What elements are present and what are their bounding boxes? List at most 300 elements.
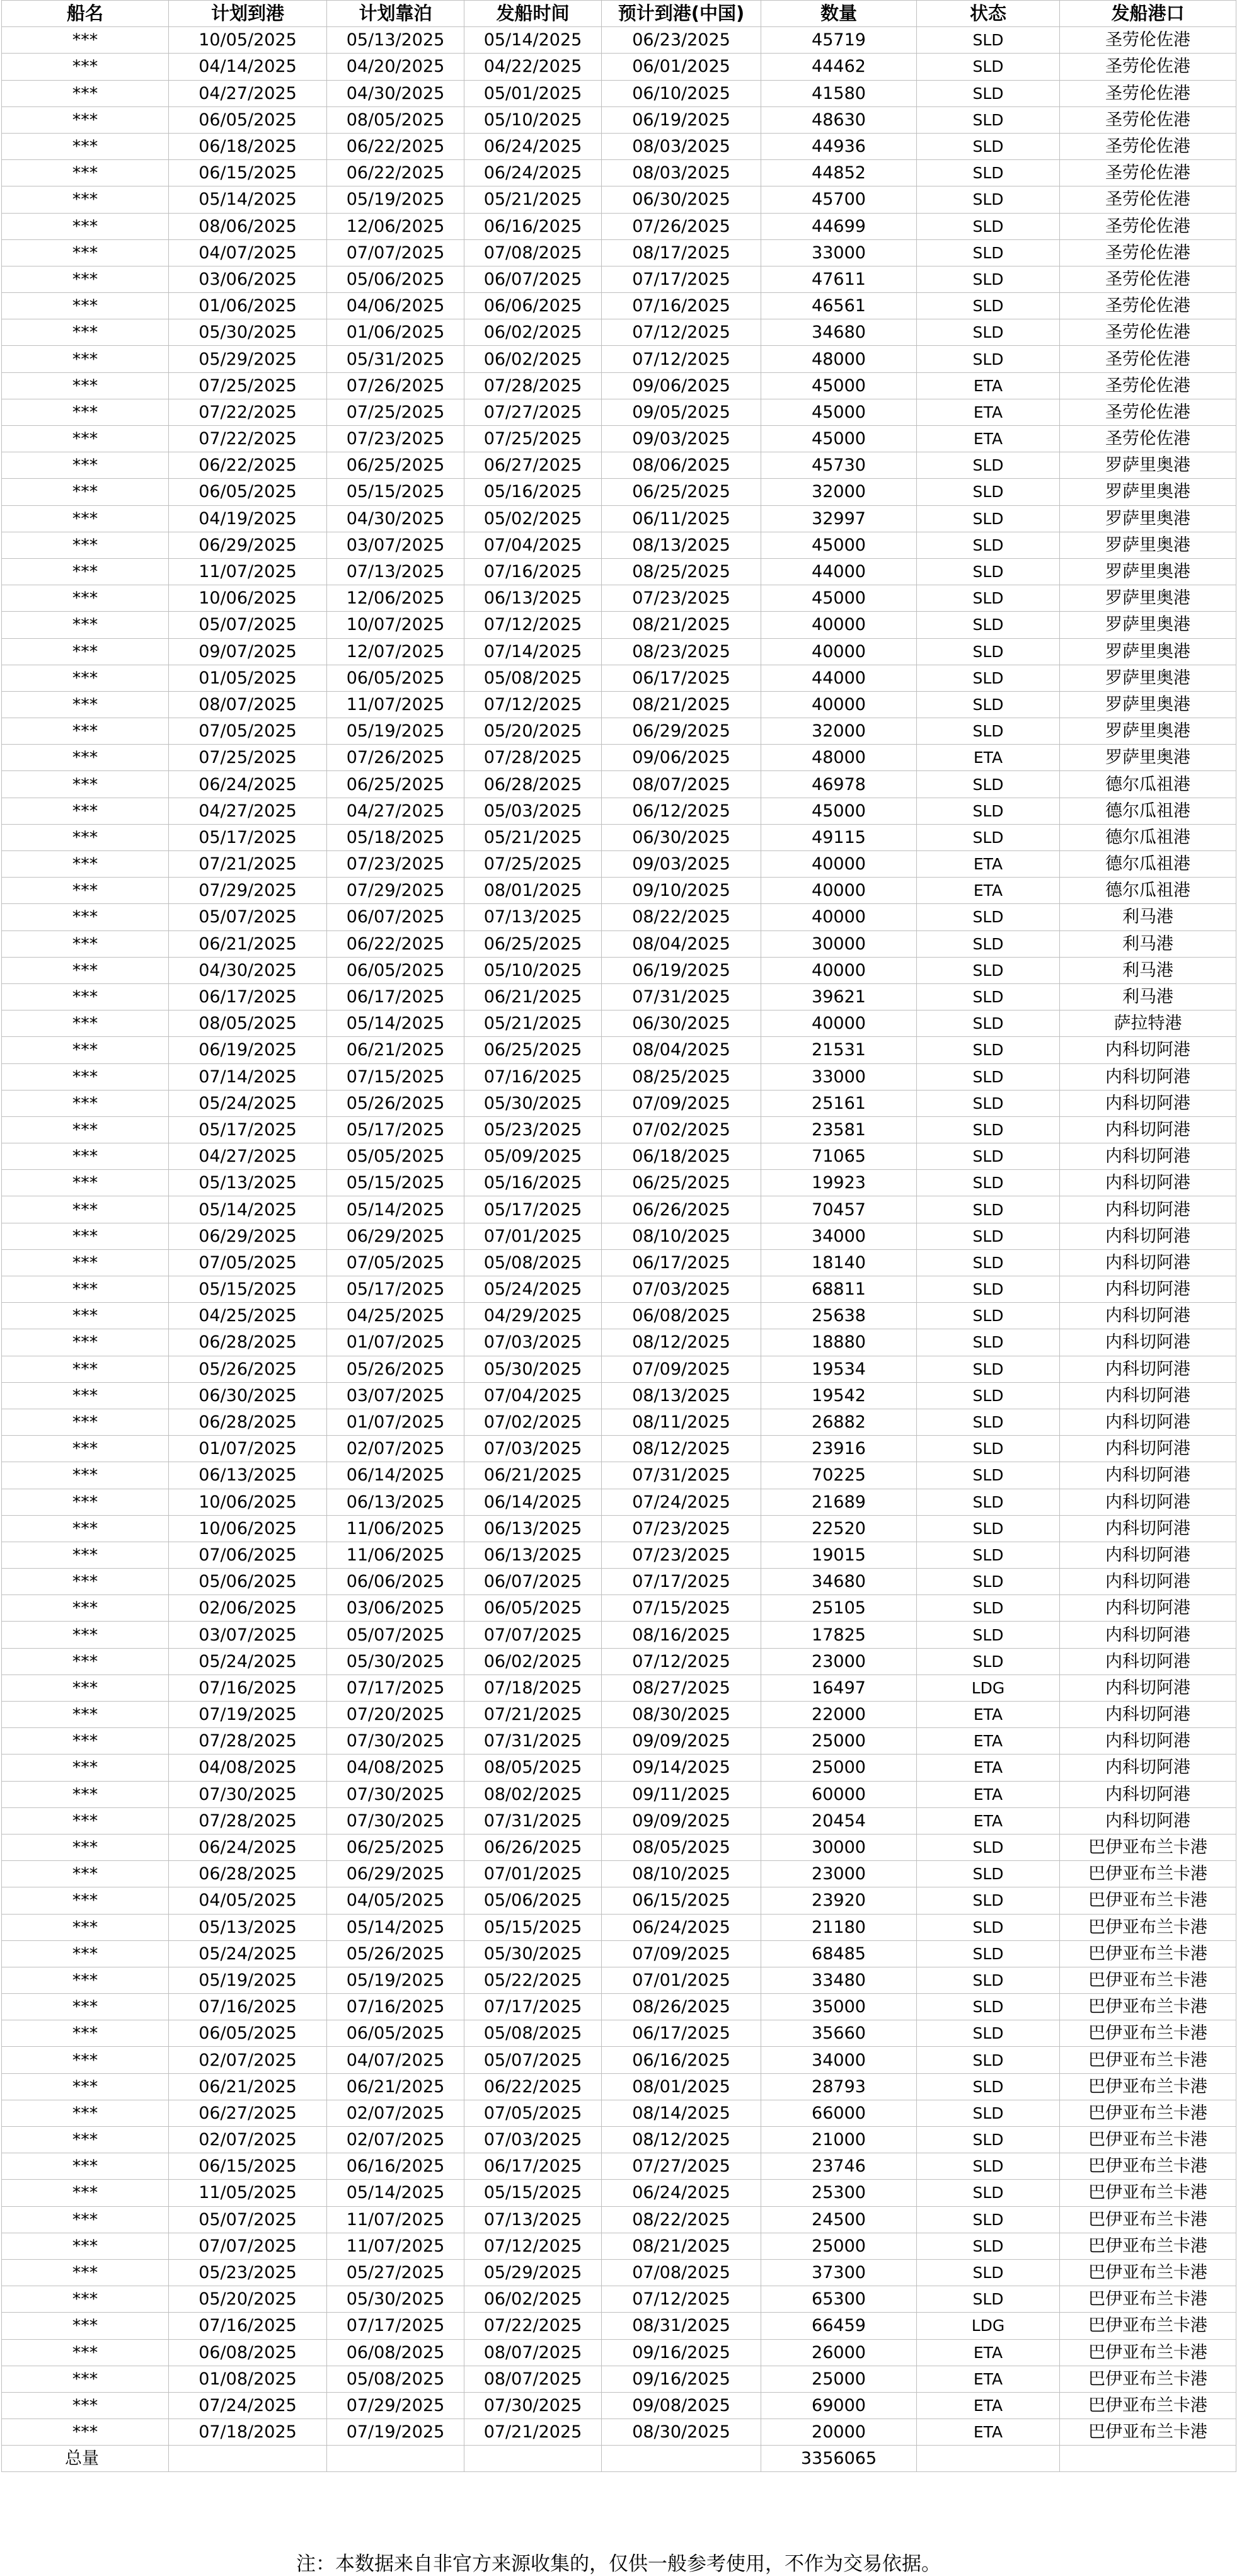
ship-name-cell: *** [2, 1249, 169, 1276]
table-row [2, 1356, 1236, 1382]
table-row [2, 824, 1236, 850]
quantity-cell: 47611 [761, 266, 917, 292]
table-row [2, 638, 1236, 665]
table-row [2, 1595, 1236, 1622]
eta-china-cell: 08/10/2025 [602, 1861, 761, 1887]
departure-time-cell: 05/24/2025 [464, 1276, 602, 1303]
status-cell: ETA [917, 2339, 1060, 2366]
departure-time-cell: 05/15/2025 [464, 2180, 602, 2206]
ship-name-cell: *** [2, 2127, 169, 2153]
status-cell: SLD [917, 1063, 1060, 1090]
planned-berthing-cell: 03/06/2025 [327, 1595, 464, 1622]
eta-china-cell: 07/17/2025 [602, 266, 761, 292]
total-empty-cell [917, 2446, 1060, 2472]
departure-port-cell: 巴伊亚布兰卡港 [1060, 1861, 1236, 1887]
planned-berthing-cell: 07/20/2025 [327, 1702, 464, 1728]
planned-berthing-cell: 07/26/2025 [327, 745, 464, 771]
departure-time-cell: 08/07/2025 [464, 2366, 602, 2392]
quantity-cell: 33000 [761, 239, 917, 266]
departure-port-cell: 内科切阿港 [1060, 1143, 1236, 1170]
quantity-cell: 25161 [761, 1090, 917, 1116]
quantity-cell: 32997 [761, 505, 917, 532]
planned-berthing-cell: 07/17/2025 [327, 1674, 464, 1701]
departure-port-cell: 圣劳伦佐港 [1060, 80, 1236, 106]
table-row [2, 2020, 1236, 2047]
eta-china-cell: 08/04/2025 [602, 1037, 761, 1063]
quantity-cell: 17825 [761, 1622, 917, 1648]
planned-arrival-cell: 07/16/2025 [169, 1994, 327, 2020]
planned-berthing-cell: 01/07/2025 [327, 1409, 464, 1435]
status-cell: SLD [917, 1436, 1060, 1462]
status-cell: SLD [917, 239, 1060, 266]
ship-name-cell: *** [2, 1728, 169, 1755]
ship-name-cell: *** [2, 2047, 169, 2073]
table-row [2, 1170, 1236, 1196]
departure-port-cell: 内科切阿港 [1060, 1781, 1236, 1807]
quantity-cell: 23920 [761, 1887, 917, 1914]
departure-time-cell: 07/05/2025 [464, 2100, 602, 2126]
quantity-cell: 45730 [761, 452, 917, 479]
planned-berthing-cell: 05/19/2025 [327, 186, 464, 213]
eta-china-cell: 07/12/2025 [602, 346, 761, 372]
departure-port-cell: 巴伊亚布兰卡港 [1060, 2392, 1236, 2419]
planned-berthing-cell: 04/20/2025 [327, 54, 464, 80]
departure-time-cell: 07/03/2025 [464, 1436, 602, 1462]
status-cell: SLD [917, 452, 1060, 479]
departure-time-cell: 07/12/2025 [464, 691, 602, 718]
ship-name-cell: *** [2, 1994, 169, 2020]
eta-china-cell: 06/11/2025 [602, 505, 761, 532]
planned-arrival-cell: 02/07/2025 [169, 2127, 327, 2153]
departure-time-cell: 07/25/2025 [464, 426, 602, 452]
departure-time-cell: 07/03/2025 [464, 2127, 602, 2153]
table-row [2, 346, 1236, 372]
status-cell: SLD [917, 186, 1060, 213]
planned-arrival-cell: 06/05/2025 [169, 479, 327, 505]
table-row [2, 54, 1236, 80]
eta-china-cell: 07/12/2025 [602, 319, 761, 346]
departure-time-cell: 07/08/2025 [464, 239, 602, 266]
planned-berthing-cell: 07/30/2025 [327, 1807, 464, 1834]
table-row [2, 2259, 1236, 2286]
departure-port-cell: 德尔瓜祖港 [1060, 851, 1236, 878]
departure-time-cell: 07/21/2025 [464, 1702, 602, 1728]
departure-port-cell: 罗萨里奥港 [1060, 585, 1236, 612]
departure-time-cell: 06/24/2025 [464, 133, 602, 159]
quantity-cell: 44699 [761, 213, 917, 239]
planned-arrival-cell: 05/14/2025 [169, 186, 327, 213]
quantity-cell: 19923 [761, 1170, 917, 1196]
departure-time-cell: 07/30/2025 [464, 2392, 602, 2419]
departure-port-cell: 内科切阿港 [1060, 1037, 1236, 1063]
quantity-cell: 19015 [761, 1542, 917, 1568]
table-row [2, 1648, 1236, 1674]
planned-berthing-cell: 03/07/2025 [327, 532, 464, 558]
ship-name-cell: *** [2, 239, 169, 266]
status-cell: SLD [917, 718, 1060, 745]
planned-berthing-cell: 01/07/2025 [327, 1329, 464, 1356]
departure-port-cell: 巴伊亚布兰卡港 [1060, 2366, 1236, 2392]
status-cell: SLD [917, 2286, 1060, 2313]
quantity-cell: 23000 [761, 1861, 917, 1887]
table-row [2, 399, 1236, 425]
departure-time-cell: 06/07/2025 [464, 1569, 602, 1595]
quantity-cell: 46561 [761, 293, 917, 319]
planned-arrival-cell: 07/16/2025 [169, 2313, 327, 2339]
planned-berthing-cell: 07/07/2025 [327, 239, 464, 266]
planned-berthing-cell: 06/21/2025 [327, 1037, 464, 1063]
quantity-cell: 40000 [761, 1010, 917, 1037]
departure-time-cell: 05/10/2025 [464, 106, 602, 133]
planned-arrival-cell: 05/13/2025 [169, 1914, 327, 1940]
table-row [2, 372, 1236, 399]
planned-berthing-cell: 06/06/2025 [327, 1569, 464, 1595]
departure-time-cell: 06/02/2025 [464, 2286, 602, 2313]
table-body [2, 27, 1236, 2446]
planned-arrival-cell: 06/28/2025 [169, 1409, 327, 1435]
quantity-cell: 34000 [761, 1223, 917, 1249]
departure-port-cell: 内科切阿港 [1060, 1196, 1236, 1223]
table-row [2, 2366, 1236, 2392]
ship-name-cell: *** [2, 1967, 169, 1993]
planned-berthing-cell: 06/29/2025 [327, 1861, 464, 1887]
departure-port-cell: 内科切阿港 [1060, 1090, 1236, 1116]
table-row [2, 1063, 1236, 1090]
planned-berthing-cell: 05/08/2025 [327, 2366, 464, 2392]
planned-arrival-cell: 04/05/2025 [169, 1887, 327, 1914]
ship-name-cell: *** [2, 1702, 169, 1728]
planned-arrival-cell: 06/28/2025 [169, 1329, 327, 1356]
ship-name-cell: *** [2, 133, 169, 159]
planned-berthing-cell: 07/17/2025 [327, 2313, 464, 2339]
departure-time-cell: 06/24/2025 [464, 160, 602, 186]
departure-time-cell: 05/30/2025 [464, 1940, 602, 1967]
departure-port-cell: 巴伊亚布兰卡港 [1060, 1940, 1236, 1967]
status-cell: SLD [917, 1914, 1060, 1940]
eta-china-cell: 07/12/2025 [602, 2286, 761, 2313]
table-row [2, 479, 1236, 505]
ship-name-cell: *** [2, 532, 169, 558]
planned-berthing-cell: 04/30/2025 [327, 505, 464, 532]
ship-name-cell: *** [2, 612, 169, 638]
table-row [2, 426, 1236, 452]
planned-arrival-cell: 06/22/2025 [169, 452, 327, 479]
planned-arrival-cell: 06/05/2025 [169, 2020, 327, 2047]
departure-time-cell: 07/31/2025 [464, 1807, 602, 1834]
table-row [2, 2313, 1236, 2339]
planned-berthing-cell: 04/05/2025 [327, 1887, 464, 1914]
departure-port-cell: 圣劳伦佐港 [1060, 293, 1236, 319]
ship-name-cell: *** [2, 718, 169, 745]
planned-berthing-cell: 05/18/2025 [327, 824, 464, 850]
eta-china-cell: 08/01/2025 [602, 2073, 761, 2100]
table-row [2, 319, 1236, 346]
ship-name-cell: *** [2, 1223, 169, 1249]
table-row [2, 293, 1236, 319]
quantity-cell: 44462 [761, 54, 917, 80]
departure-port-cell: 圣劳伦佐港 [1060, 27, 1236, 54]
table-row [2, 930, 1236, 957]
departure-port-cell: 内科切阿港 [1060, 1515, 1236, 1542]
departure-port-cell: 内科切阿港 [1060, 1595, 1236, 1622]
table-row [2, 1010, 1236, 1037]
departure-time-cell: 07/21/2025 [464, 2419, 602, 2446]
departure-port-cell: 巴伊亚布兰卡港 [1060, 2073, 1236, 2100]
status-cell: SLD [917, 319, 1060, 346]
status-cell: ETA [917, 2366, 1060, 2392]
departure-port-cell: 内科切阿港 [1060, 1807, 1236, 1834]
ship-name-cell: *** [2, 2419, 169, 2446]
ship-name-cell: *** [2, 1861, 169, 1887]
planned-arrival-cell: 10/06/2025 [169, 1489, 327, 1515]
departure-port-cell: 罗萨里奥港 [1060, 691, 1236, 718]
planned-berthing-cell: 05/13/2025 [327, 27, 464, 54]
planned-berthing-cell: 07/15/2025 [327, 1063, 464, 1090]
table-row [2, 1196, 1236, 1223]
departure-port-cell: 罗萨里奥港 [1060, 612, 1236, 638]
departure-port-cell: 德尔瓜祖港 [1060, 824, 1236, 850]
departure-time-cell: 04/22/2025 [464, 54, 602, 80]
departure-port-cell: 罗萨里奥港 [1060, 638, 1236, 665]
eta-china-cell: 08/14/2025 [602, 2100, 761, 2126]
departure-port-cell: 巴伊亚布兰卡港 [1060, 2020, 1236, 2047]
planned-arrival-cell: 10/05/2025 [169, 27, 327, 54]
quantity-cell: 21531 [761, 1037, 917, 1063]
planned-arrival-cell: 05/30/2025 [169, 319, 327, 346]
departure-time-cell: 05/30/2025 [464, 1356, 602, 1382]
planned-berthing-cell: 06/25/2025 [327, 1834, 464, 1860]
eta-china-cell: 07/23/2025 [602, 585, 761, 612]
status-cell: LDG [917, 2313, 1060, 2339]
ship-name-cell: *** [2, 1940, 169, 1967]
eta-china-cell: 08/30/2025 [602, 1702, 761, 1728]
planned-arrival-cell: 08/07/2025 [169, 691, 327, 718]
departure-time-cell: 05/16/2025 [464, 1170, 602, 1196]
planned-arrival-cell: 07/25/2025 [169, 745, 327, 771]
eta-china-cell: 06/12/2025 [602, 798, 761, 824]
planned-arrival-cell: 06/29/2025 [169, 532, 327, 558]
eta-china-cell: 08/27/2025 [602, 1674, 761, 1701]
planned-berthing-cell: 07/29/2025 [327, 2392, 464, 2419]
status-cell: SLD [917, 133, 1060, 159]
ship-name-cell: *** [2, 1436, 169, 1462]
departure-time-cell: 07/02/2025 [464, 1409, 602, 1435]
departure-time-cell: 07/31/2025 [464, 1728, 602, 1755]
planned-berthing-cell: 05/14/2025 [327, 1010, 464, 1037]
planned-berthing-cell: 01/06/2025 [327, 319, 464, 346]
status-cell: SLD [917, 1569, 1060, 1595]
eta-china-cell: 08/03/2025 [602, 133, 761, 159]
status-cell: SLD [917, 1595, 1060, 1622]
departure-time-cell: 05/07/2025 [464, 2047, 602, 2073]
departure-port-cell: 巴伊亚布兰卡港 [1060, 2127, 1236, 2153]
table-row [2, 1116, 1236, 1143]
departure-time-cell: 08/01/2025 [464, 878, 602, 904]
eta-china-cell: 07/23/2025 [602, 1515, 761, 1542]
planned-berthing-cell: 11/06/2025 [327, 1515, 464, 1542]
eta-china-cell: 09/09/2025 [602, 1728, 761, 1755]
planned-berthing-cell: 06/25/2025 [327, 452, 464, 479]
eta-china-cell: 07/02/2025 [602, 1116, 761, 1143]
table-row [2, 2100, 1236, 2126]
ship-name-cell: *** [2, 585, 169, 612]
departure-port-cell: 罗萨里奥港 [1060, 718, 1236, 745]
status-cell: ETA [917, 372, 1060, 399]
quantity-cell: 33000 [761, 1063, 917, 1090]
total-label: 总量 [2, 2446, 169, 2472]
eta-china-cell: 07/31/2025 [602, 983, 761, 1010]
planned-arrival-cell: 06/24/2025 [169, 771, 327, 798]
table-row [2, 133, 1236, 159]
departure-time-cell: 04/29/2025 [464, 1303, 602, 1329]
ship-name-cell: *** [2, 2206, 169, 2233]
ship-name-cell: *** [2, 1622, 169, 1648]
planned-arrival-cell: 03/06/2025 [169, 266, 327, 292]
quantity-cell: 66000 [761, 2100, 917, 2126]
table-row [2, 1436, 1236, 1462]
planned-arrival-cell: 06/27/2025 [169, 2100, 327, 2126]
departure-time-cell: 07/03/2025 [464, 1329, 602, 1356]
table-row [2, 1303, 1236, 1329]
departure-port-cell: 圣劳伦佐港 [1060, 213, 1236, 239]
quantity-cell: 37300 [761, 2259, 917, 2286]
planned-berthing-cell: 06/22/2025 [327, 133, 464, 159]
departure-port-cell: 内科切阿港 [1060, 1356, 1236, 1382]
status-cell: ETA [917, 1755, 1060, 1781]
eta-china-cell: 08/13/2025 [602, 532, 761, 558]
table-row [2, 1807, 1236, 1834]
status-cell: SLD [917, 798, 1060, 824]
status-cell: ETA [917, 1702, 1060, 1728]
quantity-cell: 25000 [761, 2233, 917, 2259]
ship-name-cell: *** [2, 1834, 169, 1860]
quantity-cell: 65300 [761, 2286, 917, 2313]
planned-arrival-cell: 06/29/2025 [169, 1223, 327, 1249]
status-cell: SLD [917, 1515, 1060, 1542]
col-header-eta-china: 预计到港(中国) [602, 1, 761, 27]
eta-china-cell: 06/10/2025 [602, 80, 761, 106]
status-cell: SLD [917, 505, 1060, 532]
quantity-cell: 41580 [761, 80, 917, 106]
eta-china-cell: 06/25/2025 [602, 479, 761, 505]
planned-berthing-cell: 05/27/2025 [327, 2259, 464, 2286]
col-header-planned-arrival: 计划到港 [169, 1, 327, 27]
status-cell: SLD [917, 1116, 1060, 1143]
planned-arrival-cell: 01/05/2025 [169, 665, 327, 691]
departure-time-cell: 06/26/2025 [464, 1834, 602, 1860]
status-cell: ETA [917, 745, 1060, 771]
departure-time-cell: 07/18/2025 [464, 1674, 602, 1701]
departure-port-cell: 利马港 [1060, 957, 1236, 983]
status-cell: SLD [917, 612, 1060, 638]
departure-time-cell: 06/02/2025 [464, 346, 602, 372]
departure-port-cell: 内科切阿港 [1060, 1223, 1236, 1249]
departure-time-cell: 07/12/2025 [464, 2233, 602, 2259]
departure-time-cell: 06/13/2025 [464, 585, 602, 612]
total-empty-cell [327, 2446, 464, 2472]
planned-arrival-cell: 01/07/2025 [169, 1436, 327, 1462]
departure-port-cell: 圣劳伦佐港 [1060, 346, 1236, 372]
ship-name-cell: *** [2, 2259, 169, 2286]
status-cell: SLD [917, 2127, 1060, 2153]
quantity-cell: 68485 [761, 1940, 917, 1967]
eta-china-cell: 09/06/2025 [602, 372, 761, 399]
ship-name-cell: *** [2, 878, 169, 904]
eta-china-cell: 09/03/2025 [602, 426, 761, 452]
table-row [2, 1702, 1236, 1728]
total-empty-cell [602, 2446, 761, 2472]
eta-china-cell: 08/21/2025 [602, 691, 761, 718]
eta-china-cell: 08/22/2025 [602, 904, 761, 930]
planned-berthing-cell: 06/13/2025 [327, 1489, 464, 1515]
table-row [2, 1276, 1236, 1303]
status-cell: SLD [917, 1648, 1060, 1674]
planned-arrival-cell: 07/18/2025 [169, 2419, 327, 2446]
eta-china-cell: 08/31/2025 [602, 2313, 761, 2339]
planned-arrival-cell: 05/06/2025 [169, 1569, 327, 1595]
status-cell: ETA [917, 2419, 1060, 2446]
ship-name-cell: *** [2, 2073, 169, 2100]
quantity-cell: 21689 [761, 1489, 917, 1515]
eta-china-cell: 08/23/2025 [602, 638, 761, 665]
planned-arrival-cell: 05/15/2025 [169, 1276, 327, 1303]
planned-arrival-cell: 07/25/2025 [169, 372, 327, 399]
col-header-status: 状态 [917, 1, 1060, 27]
eta-china-cell: 06/19/2025 [602, 957, 761, 983]
planned-arrival-cell: 06/17/2025 [169, 983, 327, 1010]
ship-name-cell: *** [2, 266, 169, 292]
planned-berthing-cell: 05/31/2025 [327, 346, 464, 372]
ship-name-cell: *** [2, 1170, 169, 1196]
departure-time-cell: 07/28/2025 [464, 372, 602, 399]
eta-china-cell: 07/27/2025 [602, 2153, 761, 2180]
eta-china-cell: 08/12/2025 [602, 1436, 761, 1462]
departure-time-cell: 06/02/2025 [464, 1648, 602, 1674]
ship-name-cell: *** [2, 1887, 169, 1914]
planned-arrival-cell: 06/28/2025 [169, 1861, 327, 1887]
planned-berthing-cell: 05/30/2025 [327, 1648, 464, 1674]
eta-china-cell: 08/25/2025 [602, 1063, 761, 1090]
table-row [2, 2339, 1236, 2366]
planned-arrival-cell: 04/25/2025 [169, 1303, 327, 1329]
eta-china-cell: 06/17/2025 [602, 2020, 761, 2047]
departure-time-cell: 06/25/2025 [464, 1037, 602, 1063]
quantity-cell: 25105 [761, 1595, 917, 1622]
departure-time-cell: 05/16/2025 [464, 479, 602, 505]
table-row [2, 1249, 1236, 1276]
quantity-cell: 35000 [761, 1994, 917, 2020]
planned-berthing-cell: 12/07/2025 [327, 638, 464, 665]
table-row [2, 745, 1236, 771]
ship-name-cell: *** [2, 1329, 169, 1356]
planned-berthing-cell: 06/22/2025 [327, 930, 464, 957]
eta-china-cell: 08/05/2025 [602, 1834, 761, 1860]
eta-china-cell: 08/17/2025 [602, 239, 761, 266]
eta-china-cell: 08/21/2025 [602, 612, 761, 638]
eta-china-cell: 09/11/2025 [602, 1781, 761, 1807]
ship-name-cell: *** [2, 2180, 169, 2206]
departure-port-cell: 内科切阿港 [1060, 1382, 1236, 1409]
quantity-cell: 49115 [761, 824, 917, 850]
quantity-cell: 44852 [761, 160, 917, 186]
departure-port-cell: 利马港 [1060, 983, 1236, 1010]
departure-time-cell: 05/08/2025 [464, 665, 602, 691]
table-row [2, 2180, 1236, 2206]
departure-port-cell: 巴伊亚布兰卡港 [1060, 1994, 1236, 2020]
table-row [2, 2233, 1236, 2259]
eta-china-cell: 08/22/2025 [602, 2206, 761, 2233]
eta-china-cell: 09/16/2025 [602, 2339, 761, 2366]
